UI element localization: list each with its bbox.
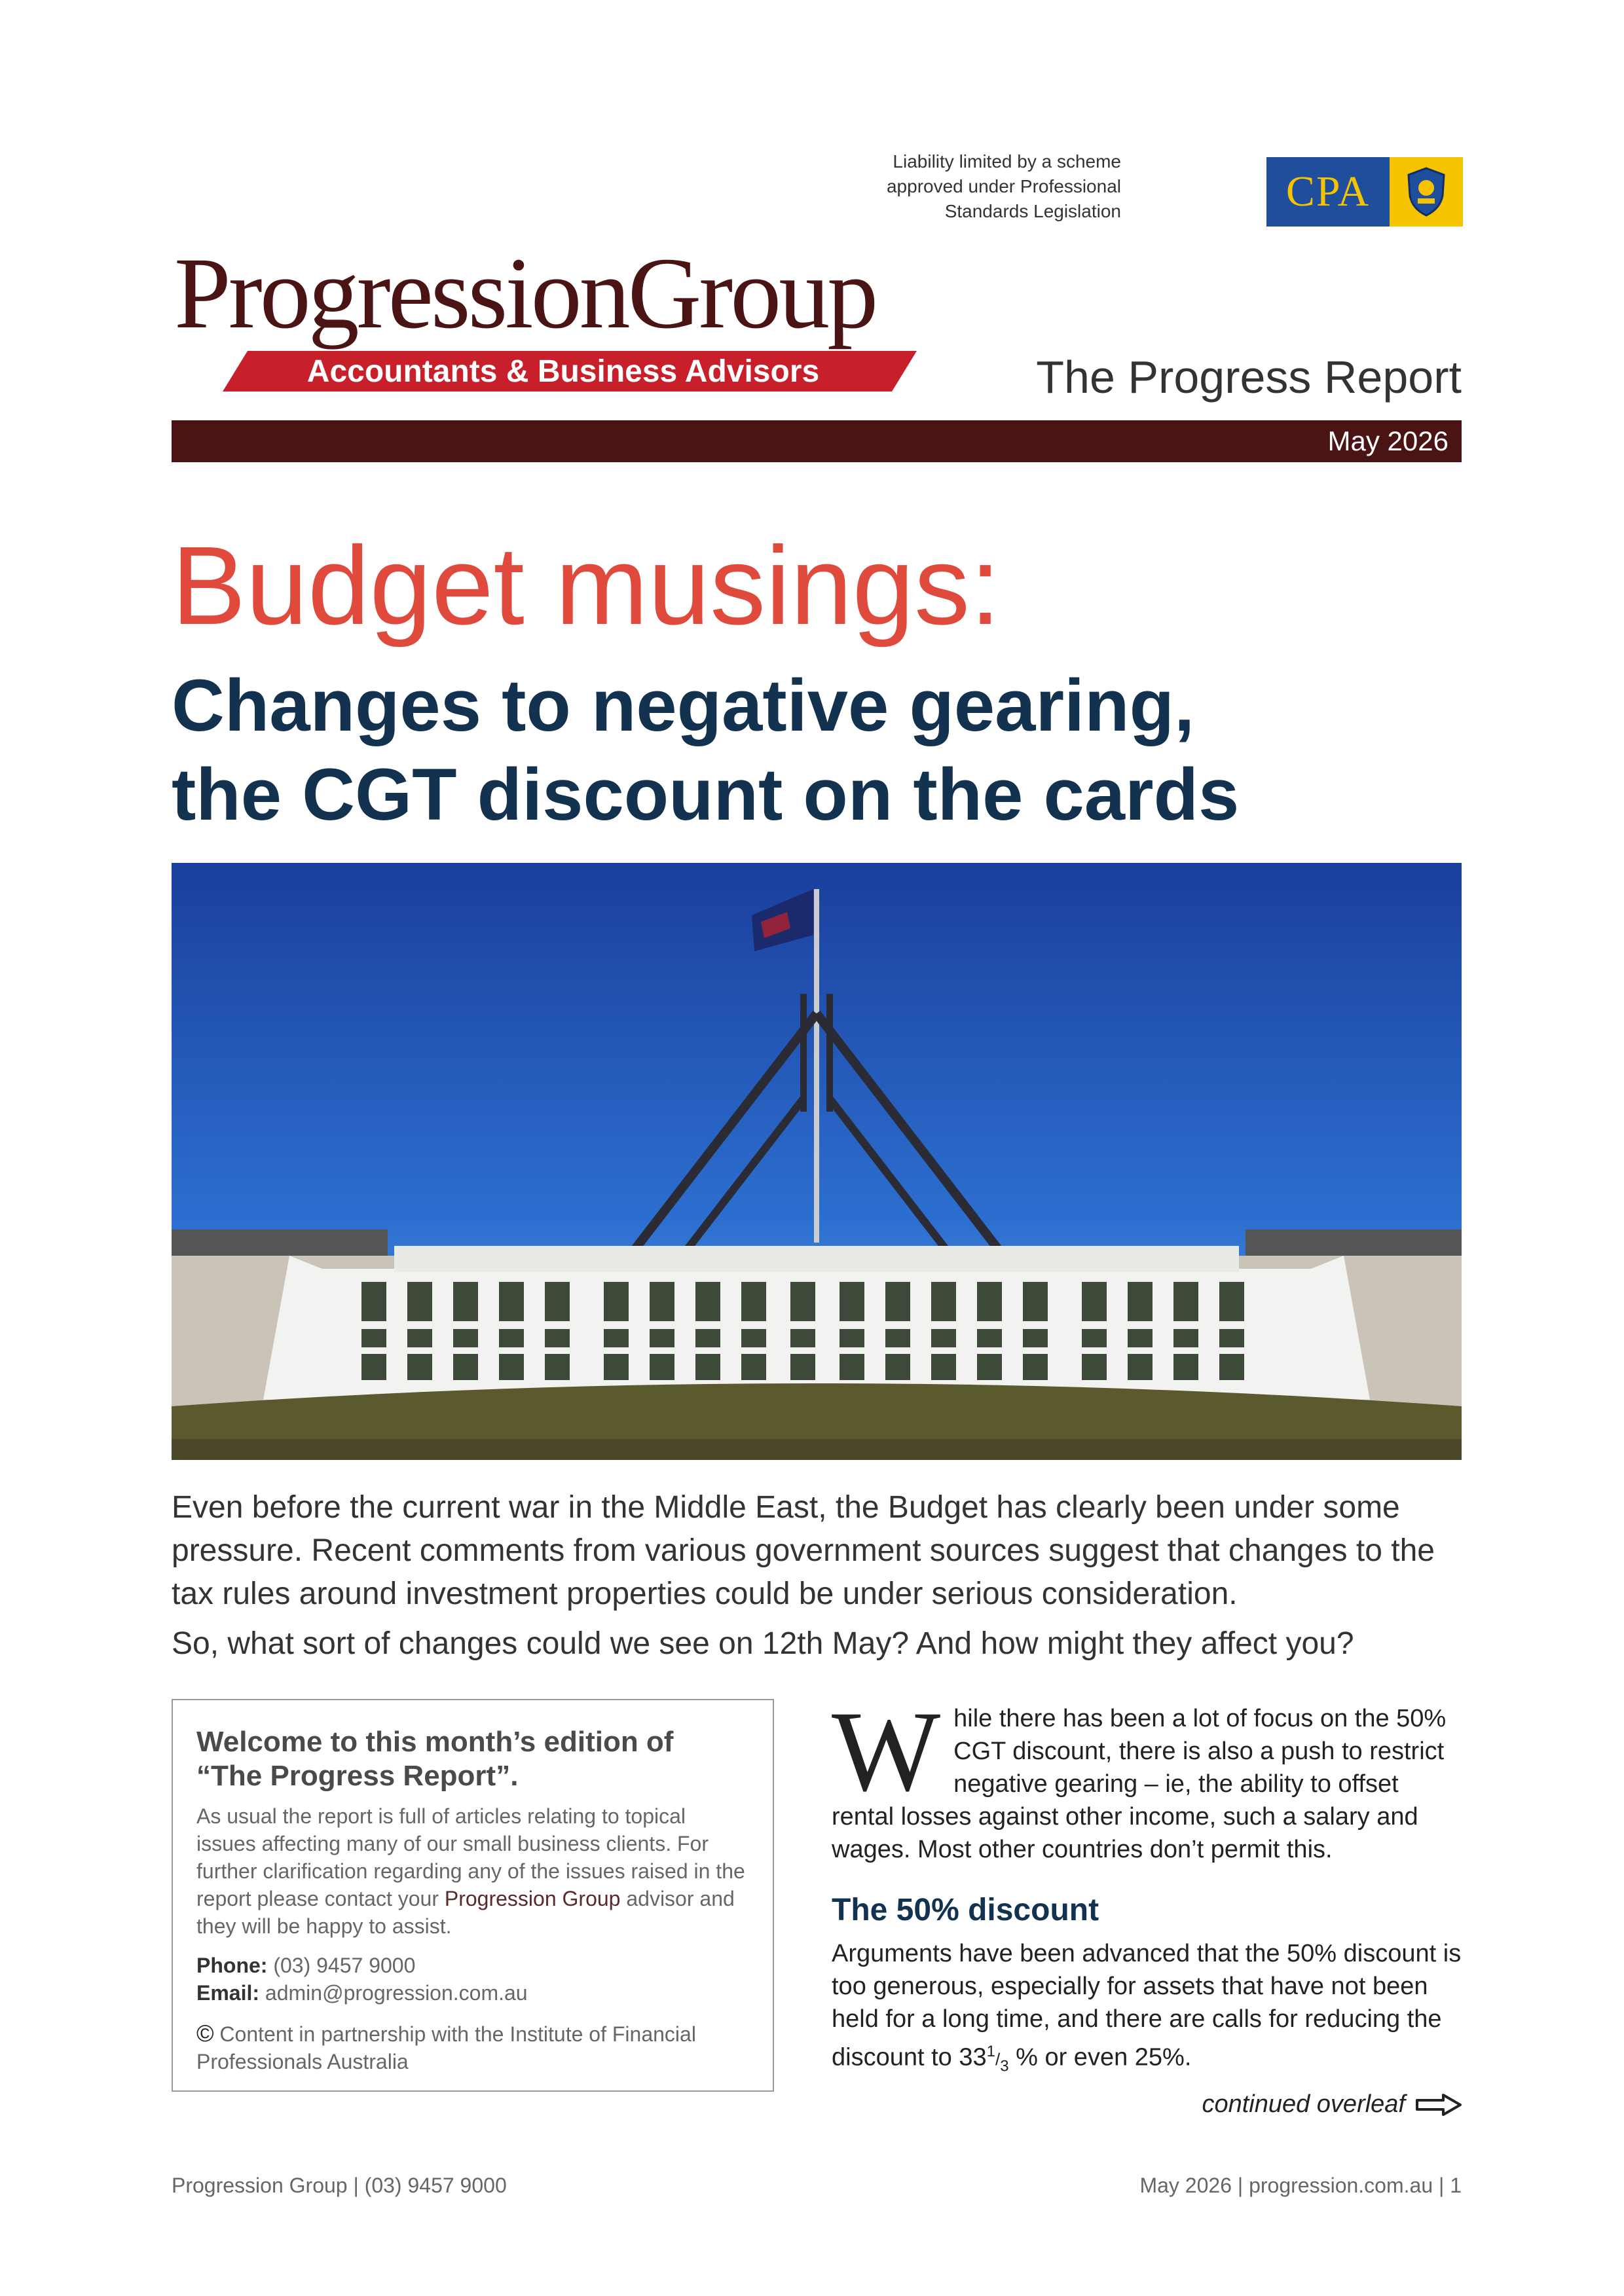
email-label: Email:: [196, 1981, 260, 2005]
body-paragraph: Arguments have been advanced that the 50% discount is too generous, especially for assets that have not been held for a long time, and there are calls for reducing the discount to $33^1/_3$ % or even 25%.: [832, 1940, 1462, 2075]
welcome-title: [196, 1725, 749, 1793]
credit-text: Content in partnership with the Institute of Financial Professionals Australia: [196, 2022, 696, 2073]
welcome-title-line: Welcome to this month’s edition of: [196, 1726, 674, 1758]
body-paragraph-text: hile there has been a lot of focus on the 50% CGT discount, there is also a push to restrict negative gearing – ie, the ability to offset rental losses against other income, such a salary and wages. Most other countries don’t permit this.: [832, 1705, 1447, 1863]
article-body: [832, 1688, 1462, 2119]
contact-details: [196, 1952, 749, 2007]
footer-left: Progression Group | (03) 9457 9000: [172, 2174, 507, 2197]
liability-notice: [846, 149, 1121, 224]
welcome-body-text: advisor and they will be happy to assist.: [196, 1887, 735, 1938]
phone-line: [196, 1952, 749, 1979]
body-paragraph-text: % or even 25%.: [1008, 2043, 1192, 2071]
fraction-numerator: 1: [986, 2043, 995, 2060]
liability-line: Standards Legislation: [944, 201, 1121, 221]
parliament-house-photo: [172, 863, 1462, 1460]
cpa-logo: [1266, 157, 1463, 227]
content-credit: [196, 2020, 749, 2075]
email-line: [196, 1979, 749, 2007]
subheadline-line: Changes to negative gearing,: [172, 665, 1195, 746]
intro-paragraph: Even before the current war in the Middle East, the Budget has clearly been under some pressure. Recent comments from various government sources suggest that changes to the tax rules around investment properties could be under serious consideration.: [172, 1490, 1435, 1611]
phone-label: Phone:: [196, 1954, 268, 1977]
liability-line: approved under Professional: [886, 176, 1121, 196]
crest-icon: [1390, 157, 1463, 227]
headline: Budget musings:: [172, 524, 1001, 648]
intro-paragraph: So, what sort of changes could we see on 12th May? And how might they affect you?: [172, 1626, 1354, 1661]
phone-value[interactable]: (03) 9457 9000: [273, 1954, 416, 1977]
body-paragraph: [832, 1688, 1462, 1866]
subheadline-line: the CGT discount on the cards: [172, 754, 1240, 835]
fraction-denominator: 3: [1000, 2057, 1009, 2075]
report-title: The Progress Report: [1036, 352, 1462, 403]
arrow-right-icon: [1416, 2094, 1462, 2116]
footer-right: May 2026 | progression.com.au | 1: [1139, 2174, 1462, 2197]
body-paragraph-text: Arguments have been advanced that the 50% discount is too generous, especially for assets that have not been held for a long time, and there are calls for reducing the discount to 33: [832, 1940, 1462, 2071]
logo-tagline: Accountants & Business Advisors: [306, 354, 820, 389]
drop-cap: W: [832, 1688, 941, 1815]
company-name-link[interactable]: Progression Group: [444, 1887, 621, 1910]
continued-overleaf[interactable]: [832, 2090, 1462, 2119]
copyright-icon: ©: [196, 2020, 214, 2047]
liability-line: Liability limited by a scheme: [893, 151, 1121, 172]
section-heading: The 50% discount: [832, 1893, 1099, 1927]
company-logo-wordmark: ProgressionGroup: [174, 236, 876, 350]
subheadline: [172, 661, 1468, 839]
welcome-title-line: “The Progress Report”.: [196, 1760, 519, 1792]
date-bar: [172, 420, 1462, 462]
email-value[interactable]: admin@progression.com.au: [265, 1981, 528, 2005]
welcome-box: [172, 1699, 774, 2092]
intro-text: [172, 1486, 1468, 1666]
welcome-body: [196, 1802, 749, 1940]
issue-date: May 2026: [1327, 426, 1449, 456]
cpa-label: CPA: [1266, 157, 1390, 227]
welcome-body-text: As usual the report is full of articles relating to topical issues affecting many of our small business clients. For further clarification regarding any of the issues raised in the report please contact your: [196, 1804, 745, 1910]
continued-label: continued overleaf: [1202, 2090, 1405, 2119]
